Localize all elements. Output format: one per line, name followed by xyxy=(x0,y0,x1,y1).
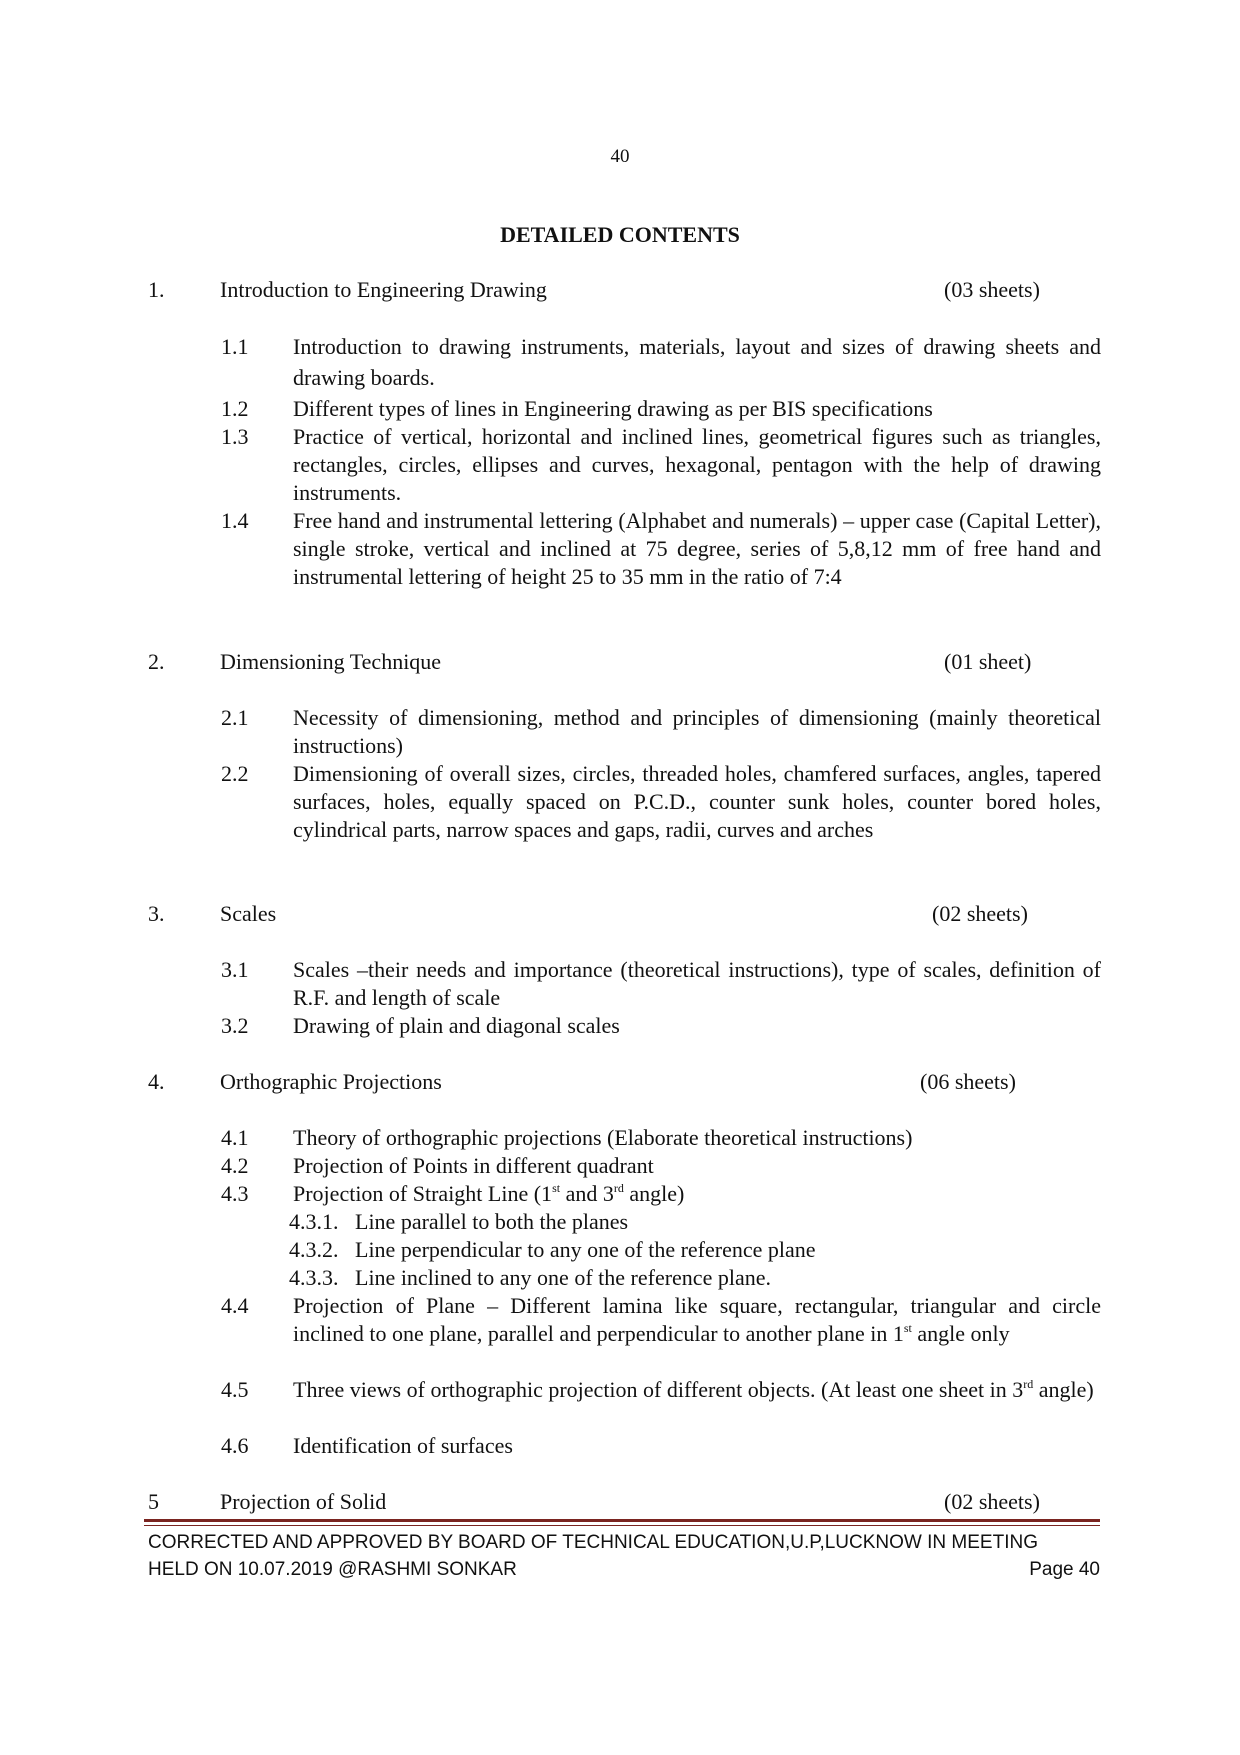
section-sheets: (02 sheets) xyxy=(932,901,1028,926)
section-heading-4 xyxy=(148,1068,1098,1100)
list-item xyxy=(221,423,1101,507)
item-text: Drawing of plain and diagonal scales xyxy=(293,1013,620,1038)
footer-page-number: Page 40 xyxy=(1029,1559,1100,1580)
item-text: Introduction to drawing instruments, materials, layout and sizes of drawing sheets and drawing boards. xyxy=(293,334,1101,390)
item-text: Line inclined to any one of the reference plane. xyxy=(355,1265,771,1290)
list-item xyxy=(221,331,1101,393)
list-item xyxy=(221,704,1101,760)
item-number: 4.3 xyxy=(221,1181,249,1206)
sub-list-item xyxy=(289,1208,1109,1236)
item-number: 4.5 xyxy=(221,1377,249,1402)
section-heading-1 xyxy=(148,276,1098,308)
list-item xyxy=(221,956,1101,1012)
item-text: Projection of Straight Line (1st and 3rd angle) xyxy=(293,1181,685,1206)
page-number: 40 xyxy=(610,146,630,167)
section-number: 2. xyxy=(148,649,165,674)
item-text: Identification of surfaces xyxy=(293,1433,513,1458)
footer-approval-text: HELD ON 10.07.2019 @RASHMI SONKAR xyxy=(148,1559,517,1580)
list-item xyxy=(221,507,1101,591)
item-text: Theory of orthographic projections (Elaborate theoretical instructions) xyxy=(293,1125,913,1150)
section-number: 5 xyxy=(148,1489,159,1514)
section-title: Introduction to Engineering Drawing xyxy=(220,277,547,302)
item-number: 2.2 xyxy=(221,761,249,786)
item-number: 4.3.2. xyxy=(289,1237,339,1262)
section-title: Dimensioning Technique xyxy=(220,649,442,674)
item-number: 4.1 xyxy=(221,1125,249,1150)
sub-list-item xyxy=(289,1264,1109,1292)
list-item xyxy=(221,1376,1101,1404)
list-item xyxy=(221,1152,1101,1180)
list-item xyxy=(221,760,1101,844)
item-number: 4.2 xyxy=(221,1153,249,1178)
list-item xyxy=(221,1180,1101,1208)
section-title: Scales xyxy=(220,901,277,926)
item-number: 3.1 xyxy=(221,957,249,982)
section-sheets: (01 sheet) xyxy=(944,649,1032,674)
section-heading-2 xyxy=(148,648,1098,680)
section-sheets: (03 sheets) xyxy=(944,277,1040,302)
item-text: Three views of orthographic projection of different objects. (At least one sheet in 3rd angle) xyxy=(293,1377,1094,1402)
item-text: Necessity of dimensioning, method and principles of dimensioning (mainly theoretical instructions) xyxy=(293,705,1101,758)
page-title: DETAILED CONTENTS xyxy=(500,222,740,247)
sub-list-item xyxy=(289,1236,1109,1264)
section-number: 3. xyxy=(148,901,165,926)
list-item xyxy=(221,1012,1101,1040)
item-number: 1.2 xyxy=(221,396,249,421)
section-sheets: (02 sheets) xyxy=(944,1489,1040,1514)
item-number: 1.4 xyxy=(221,508,249,533)
item-text: Free hand and instrumental lettering (Alphabet and numerals) – upper case (Capital Letter), single stroke, vertical and inclined at 75 degree, series of 5,8,12 mm of free hand and instrumental lettering of height 25 to 35 mm in the ratio of 7:4 xyxy=(293,508,1101,589)
item-number: 1.1 xyxy=(221,334,249,359)
item-number: 4.3.3. xyxy=(289,1265,339,1290)
item-text: Dimensioning of overall sizes, circles, threaded holes, chamfered surfaces, angles, tapered surfaces, holes, equally spaced on P.C.D., counter sunk holes, counter bored holes, cylindrical parts, narrow spaces and gaps, radii, curves and arches xyxy=(293,761,1101,842)
section-heading-5 xyxy=(148,1488,1098,1520)
section-heading-3 xyxy=(148,900,1098,932)
section-number: 1. xyxy=(148,277,165,302)
item-text: Line parallel to both the planes xyxy=(355,1209,629,1234)
footer-divider xyxy=(144,1519,1100,1522)
section-title: Projection of Solid xyxy=(220,1489,387,1514)
item-number: 4.6 xyxy=(221,1433,249,1458)
footer-line-1: CORRECTED AND APPROVED BY BOARD OF TECHNICAL EDUCATION,U.P,LUCKNOW IN MEETING xyxy=(148,1532,1038,1553)
list-item xyxy=(221,1432,1101,1460)
item-text: Line perpendicular to any one of the reference plane xyxy=(355,1237,816,1262)
item-number: 2.1 xyxy=(221,705,249,730)
list-item xyxy=(221,395,1101,423)
item-text: Projection of Points in different quadrant xyxy=(293,1153,654,1178)
item-number: 3.2 xyxy=(221,1013,249,1038)
item-text: Scales –their needs and importance (theoretical instructions), type of scales, definition of R.F. and length of scale xyxy=(293,957,1101,1010)
footer-line-2 xyxy=(148,1557,1100,1582)
section-sheets: (06 sheets) xyxy=(920,1069,1016,1094)
footer-divider-thin xyxy=(144,1525,1100,1526)
item-number: 4.4 xyxy=(221,1293,249,1318)
item-text: Practice of vertical, horizontal and inclined lines, geometrical figures such as triangles, rectangles, circles, ellipses and curves, hexagonal, pentagon with the help of drawing instruments. xyxy=(293,424,1101,505)
list-item xyxy=(221,1124,1101,1152)
item-text: Different types of lines in Engineering drawing as per BIS specifications xyxy=(293,396,933,421)
list-item xyxy=(221,1292,1101,1348)
item-number: 4.3.1. xyxy=(289,1209,339,1234)
section-title: Orthographic Projections xyxy=(220,1069,442,1094)
item-text: Projection of Plane – Different lamina like square, rectangular, triangular and circle inclined to one plane, parallel and perpendicular to another plane in 1st angle only xyxy=(293,1293,1101,1346)
section-number: 4. xyxy=(148,1069,165,1094)
item-number: 1.3 xyxy=(221,424,249,449)
